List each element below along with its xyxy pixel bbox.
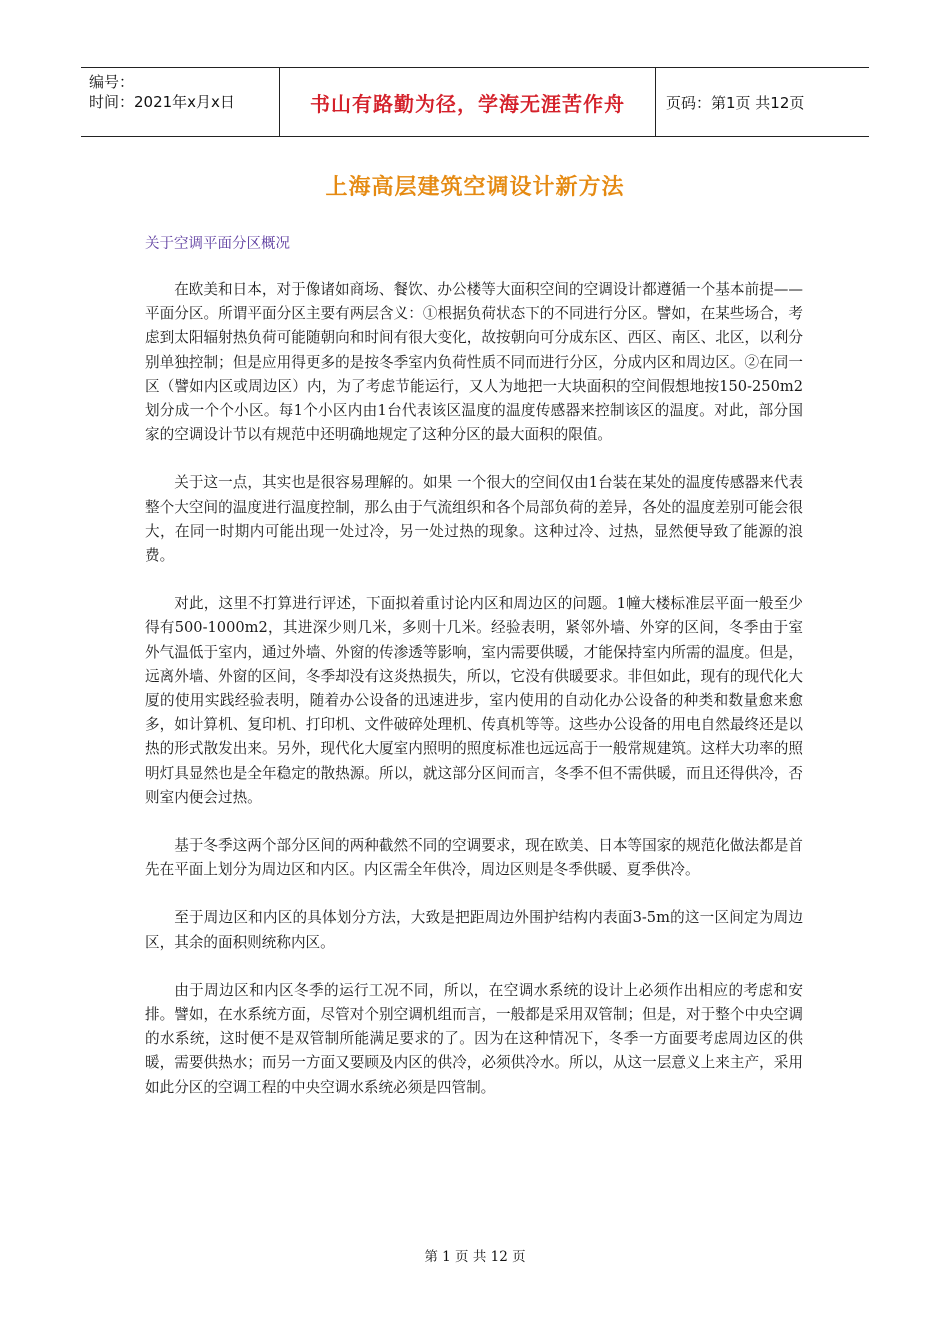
paragraph-5: 至于周边区和内区的具体划分方法，大致是把距周边外围护结构内表面3-5m的这一区间定为周边区，其余的面积则统称内区。 (145, 909, 803, 951)
header-table (81, 67, 869, 137)
paragraph-2: 关于这一点，其实也是很容易理解的。如果 一个很大的空间仅由1台装在某处的温度传感器来代表整个大空间的温度进行温度控制，那么由于气流组织和各个局部负荷的差异，各处的温度差别可能会很大，在同一时期内可能出现一处过冷，另一处过热的现象。这种过冷、过热，显然便导致了能源的浪费。 (145, 474, 803, 565)
paragraph-1: 在欧美和日本，对于像诸如商场、餐饮、办公楼等大面积空间的空调设计都遵循一个基本前提——平面分区。所谓平面分区主要有两层含义：①根据负荷状态下的不同进行分区。譬如，在某些场合，考虑到太阳辐射热负荷可能随朝向和时间有很大变化，故按朝向可分成东区、西区、南区、北区，以利分别单独控制；但是应用得更多的是按冬季室内负荷性质不同而进行分区，分成内区和周边区。②在同一区（譬如内区或周边区）内，为了考虑节能运行，又人为地把一大块面积的空间假想地按150-250m2划分成一个个小区。每1个小区内由1台代表该区温度的温度传感器来控制该区的温度。对此，部分国家的空调设计节以有规范中还明确地规定了这种分区的最大面积的限值。 (145, 281, 803, 444)
section-heading: 关于空调平面分区概况 (145, 236, 290, 252)
document-time-label: 时间：2021年x月x日 (89, 93, 235, 111)
paragraph-4: 基于冬季这两个部分区间的两种截然不同的空调要求，现在欧美、日本等国家的规范化做法都是首先在平面上划分为周边区和内区。内区需全年供冷，周边区则是冬季供暖、夏季供冷。 (145, 837, 803, 879)
header-page-info: 页码：第1页 共12页 (666, 93, 805, 112)
header-meta-cell (81, 68, 280, 136)
paragraph-3: 对此，这里不打算进行评述，下面拟着重讨论内区和周边区的问题。1幢大楼标准层平面一般至少得有500-1000m2，其进深少则几米，多则十几米。经验表明，紧邻外墙、外穿的区间，冬季由于室外气温低于室内，通过外墙、外窗的传渗透等影响，室内需要供暖，才能保持室内所需的温度。但是，远离外墙、外窗的区间，冬季却没有这炎热损失，所以，它没有供暖要求。非但如此，现有的现代化大厦的使用实践经验表明，随着办公设备的迅速进步，室内使用的自动化办公设备的种类和数量愈来愈多，如计算机、复印机、打印机、文件破碎处理机、传真机等等。这些办公设备的用电自然最终还是以热的形式散发出来。另外，现代化大厦室内照明的照度标准也远远高于一般常规建筑。这样大功率的照明灯具显然也是全年稳定的散热源。所以，就这部分区间而言，冬季不但不需供暖，而且还得供冷，否则室内便会过热。 (145, 595, 803, 806)
document-body (145, 278, 803, 1124)
document-number-label: 编号： (89, 73, 135, 91)
page-footer: 第 1 页 共 12 页 (424, 1249, 526, 1265)
header-motto: 书山有路勤为径，学海无涯苦作舟 (280, 68, 656, 136)
paragraph-6: 由于周边区和内区冬季的运行工况不同，所以，在空调水系统的设计上必须作出相应的考虑和安排。譬如，在水系统方面，尽管对个别空调机组而言，一般都是采用双管制；但是，对于整个中央空调的水系统，这时便不是双管制所能满足要求的了。因为在这种情况下，冬季一方面要考虑周边区的供暖，需要供热水；而另一方面又要顾及内区的供冷，必须供冷水。所以，从这一层意义上来主产，采用如此分区的空调工程的中央空调水系统必须是四管制。 (145, 981, 803, 1096)
document-title: 上海高层建筑空调设计新方法 (325, 175, 625, 200)
